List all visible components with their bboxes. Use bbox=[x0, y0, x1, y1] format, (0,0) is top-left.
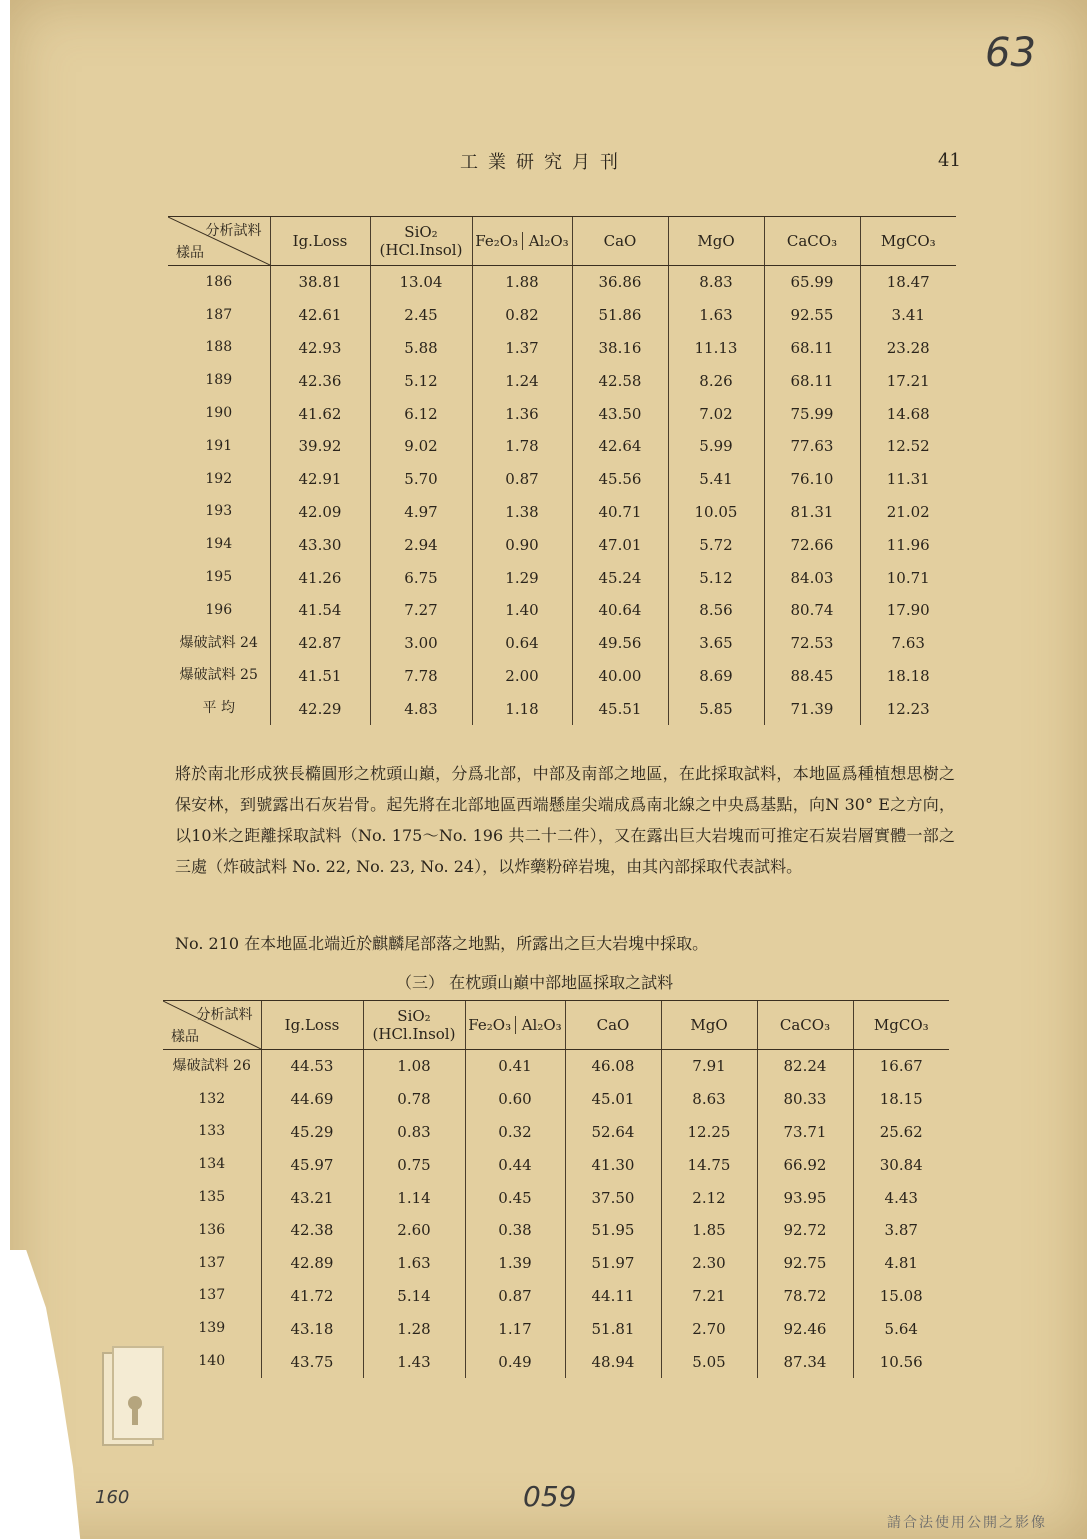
handwritten-bottom-center: 059 bbox=[523, 1480, 577, 1513]
value-cell: 45.56 bbox=[572, 463, 668, 496]
value-cell: 40.64 bbox=[572, 594, 668, 627]
value-cell: 45.24 bbox=[572, 561, 668, 594]
value-cell: 41.62 bbox=[270, 397, 370, 430]
value-cell: 42.89 bbox=[261, 1247, 363, 1280]
col-fe-al bbox=[472, 217, 572, 266]
value-cell: 5.41 bbox=[668, 463, 764, 496]
sample-id-cell: 134 bbox=[198, 1156, 226, 1173]
value-cell: 3.87 bbox=[853, 1214, 949, 1247]
value-cell: 40.00 bbox=[572, 660, 668, 693]
table-row bbox=[163, 1214, 949, 1247]
value-cell: 21.02 bbox=[860, 496, 956, 529]
table-row bbox=[168, 299, 956, 332]
value-cell: 80.74 bbox=[764, 594, 860, 627]
value-cell: 12.52 bbox=[860, 430, 956, 463]
table-row bbox=[168, 561, 956, 594]
col-mgo: MgO bbox=[668, 217, 764, 266]
value-cell: 7.63 bbox=[860, 627, 956, 660]
value-cell: 1.63 bbox=[363, 1247, 465, 1280]
value-cell: 11.96 bbox=[860, 528, 956, 561]
value-cell: 43.21 bbox=[261, 1181, 363, 1214]
value-cell: 41.54 bbox=[270, 594, 370, 627]
value-cell: 8.83 bbox=[668, 266, 764, 299]
corner-bottom-label: 樣品 bbox=[176, 245, 204, 261]
value-cell: 7.02 bbox=[668, 397, 764, 430]
table-header-row bbox=[163, 1001, 949, 1050]
value-cell: 5.70 bbox=[370, 463, 472, 496]
value-cell: 10.71 bbox=[860, 561, 956, 594]
table-row bbox=[163, 1083, 949, 1116]
value-cell: 4.97 bbox=[370, 496, 472, 529]
value-cell: 41.30 bbox=[565, 1148, 661, 1181]
analysis-table-2 bbox=[163, 1000, 949, 1378]
value-cell: 1.28 bbox=[363, 1312, 465, 1345]
value-cell: 1.39 bbox=[465, 1247, 565, 1280]
value-cell: 4.43 bbox=[853, 1181, 949, 1214]
value-cell: 92.55 bbox=[764, 299, 860, 332]
value-cell: 65.99 bbox=[764, 266, 860, 299]
value-cell: 23.28 bbox=[860, 332, 956, 365]
sample-id-cell: 137 bbox=[198, 1254, 226, 1271]
value-cell: 14.68 bbox=[860, 397, 956, 430]
table-row bbox=[168, 627, 956, 660]
table-header-row bbox=[168, 217, 956, 266]
value-cell: 3.65 bbox=[668, 627, 764, 660]
value-cell: 0.78 bbox=[363, 1083, 465, 1116]
value-cell: 44.69 bbox=[261, 1083, 363, 1116]
value-cell: 68.11 bbox=[764, 364, 860, 397]
value-cell: 3.00 bbox=[370, 627, 472, 660]
usage-watermark: 請合法使用公開之影像 bbox=[887, 1515, 1047, 1531]
value-cell: 49.56 bbox=[572, 627, 668, 660]
value-cell: 4.81 bbox=[853, 1247, 949, 1280]
value-cell: 43.30 bbox=[270, 528, 370, 561]
table-row bbox=[163, 1050, 949, 1083]
table-row bbox=[168, 397, 956, 430]
value-cell: 42.91 bbox=[270, 463, 370, 496]
value-cell: 51.86 bbox=[572, 299, 668, 332]
sample-id-cell: 爆破試料 26 bbox=[172, 1057, 251, 1074]
col-cao: CaO bbox=[565, 1001, 661, 1050]
value-cell: 45.01 bbox=[565, 1083, 661, 1116]
value-cell: 15.08 bbox=[853, 1280, 949, 1313]
value-cell: 1.29 bbox=[472, 561, 572, 594]
value-cell: 38.16 bbox=[572, 332, 668, 365]
value-cell: 44.53 bbox=[261, 1050, 363, 1083]
sample-id-cell: 190 bbox=[205, 405, 233, 422]
value-cell: 1.18 bbox=[472, 692, 572, 725]
value-cell: 1.36 bbox=[472, 397, 572, 430]
value-cell: 1.40 bbox=[472, 594, 572, 627]
value-cell: 8.63 bbox=[661, 1083, 757, 1116]
sample-id-cell: 194 bbox=[205, 536, 233, 553]
sample-id-cell: 187 bbox=[205, 306, 233, 323]
sample-id-cell: 196 bbox=[205, 601, 233, 618]
value-cell: 66.92 bbox=[757, 1148, 853, 1181]
col-cao: CaO bbox=[572, 217, 668, 266]
sample-id-cell: 133 bbox=[198, 1123, 226, 1140]
value-cell: 6.12 bbox=[370, 397, 472, 430]
value-cell: 0.49 bbox=[465, 1345, 565, 1378]
value-cell: 92.72 bbox=[757, 1214, 853, 1247]
value-cell: 92.75 bbox=[757, 1247, 853, 1280]
value-cell: 71.39 bbox=[764, 692, 860, 725]
table-row bbox=[163, 1247, 949, 1280]
value-cell: 42.58 bbox=[572, 364, 668, 397]
analysis-table-1 bbox=[168, 216, 956, 725]
value-cell: 17.90 bbox=[860, 594, 956, 627]
corner-header bbox=[168, 217, 270, 266]
value-cell: 0.32 bbox=[465, 1116, 565, 1149]
value-cell: 1.37 bbox=[472, 332, 572, 365]
value-cell: 1.08 bbox=[363, 1050, 465, 1083]
col-sio2 bbox=[363, 1001, 465, 1050]
value-cell: 5.88 bbox=[370, 332, 472, 365]
value-cell: 42.36 bbox=[270, 364, 370, 397]
value-cell: 41.26 bbox=[270, 561, 370, 594]
value-cell: 43.18 bbox=[261, 1312, 363, 1345]
page-number: 41 bbox=[938, 150, 961, 171]
table-row bbox=[163, 1148, 949, 1181]
value-cell: 42.61 bbox=[270, 299, 370, 332]
value-cell: 0.41 bbox=[465, 1050, 565, 1083]
value-cell: 1.14 bbox=[363, 1181, 465, 1214]
table-row bbox=[163, 1116, 949, 1149]
sample-id-cell: 186 bbox=[205, 273, 233, 290]
col-al2o3: Al₂O₃ bbox=[521, 1016, 562, 1034]
value-cell: 42.93 bbox=[270, 332, 370, 365]
value-cell: 39.92 bbox=[270, 430, 370, 463]
value-cell: 5.14 bbox=[363, 1280, 465, 1313]
value-cell: 1.17 bbox=[465, 1312, 565, 1345]
handwritten-page-mark: 63 bbox=[985, 30, 1036, 76]
col-sio2-label: SiO₂ bbox=[404, 223, 438, 241]
table-row bbox=[168, 594, 956, 627]
col-sio2-label: SiO₂ bbox=[397, 1007, 431, 1025]
value-cell: 16.67 bbox=[853, 1050, 949, 1083]
table-row bbox=[168, 430, 956, 463]
sample-id-cell: 137 bbox=[198, 1287, 226, 1304]
value-cell: 0.90 bbox=[472, 528, 572, 561]
value-cell: 75.99 bbox=[764, 397, 860, 430]
value-cell: 0.44 bbox=[465, 1148, 565, 1181]
sample-id-cell: 136 bbox=[198, 1221, 226, 1238]
value-cell: 43.75 bbox=[261, 1345, 363, 1378]
value-cell: 68.11 bbox=[764, 332, 860, 365]
value-cell: 0.75 bbox=[363, 1148, 465, 1181]
value-cell: 76.10 bbox=[764, 463, 860, 496]
sample-id-cell: 195 bbox=[205, 569, 233, 586]
value-cell: 45.29 bbox=[261, 1116, 363, 1149]
sample-id-cell: 132 bbox=[198, 1090, 226, 1107]
value-cell: 5.12 bbox=[370, 364, 472, 397]
value-cell: 88.45 bbox=[764, 660, 860, 693]
col-fe-al bbox=[465, 1001, 565, 1050]
value-cell: 2.00 bbox=[472, 660, 572, 693]
corner-header bbox=[163, 1001, 261, 1050]
col-mgco3: MgCO₃ bbox=[860, 217, 956, 266]
value-cell: 12.25 bbox=[661, 1116, 757, 1149]
value-cell: 12.23 bbox=[860, 692, 956, 725]
corner-bottom-label: 樣品 bbox=[171, 1029, 199, 1045]
value-cell: 78.72 bbox=[757, 1280, 853, 1313]
handwritten-bottom-left: 160 bbox=[95, 1487, 130, 1508]
value-cell: 82.24 bbox=[757, 1050, 853, 1083]
value-cell: 10.05 bbox=[668, 496, 764, 529]
value-cell: 0.83 bbox=[363, 1116, 465, 1149]
value-cell: 7.78 bbox=[370, 660, 472, 693]
value-cell: 5.85 bbox=[668, 692, 764, 725]
value-cell: 0.38 bbox=[465, 1214, 565, 1247]
col-sio2 bbox=[370, 217, 472, 266]
body-paragraph-1: 將於南北形成狹長橢圓形之枕頭山巔，分爲北部，中部及南部之地區，在此採取試料，本地區爲種植想思樹之保安林，到號露出石灰岩骨。起先將在北部地區西端懸崖尖端成爲南北線之中央爲基點，向N 30° E之方向，以10米之距離採取試料（No. 175～No. 196 共二十二件），又在露出巨大岩塊而可推定石炭岩層實體一部之三處（炸破試料 No. 22, No. 23, No. 24），以炸藥粉碎岩塊，由其內部採取代表試料。 bbox=[175, 764, 955, 876]
table-row bbox=[163, 1345, 949, 1378]
sample-id-cell: 193 bbox=[205, 503, 233, 520]
value-cell: 52.64 bbox=[565, 1116, 661, 1149]
torn-edge bbox=[10, 1250, 100, 1539]
value-cell: 6.75 bbox=[370, 561, 472, 594]
value-cell: 93.95 bbox=[757, 1181, 853, 1214]
value-cell: 9.02 bbox=[370, 430, 472, 463]
value-cell: 51.81 bbox=[565, 1312, 661, 1345]
value-cell: 44.11 bbox=[565, 1280, 661, 1313]
value-cell: 18.15 bbox=[853, 1083, 949, 1116]
table-row bbox=[168, 463, 956, 496]
value-cell: 37.50 bbox=[565, 1181, 661, 1214]
value-cell: 17.21 bbox=[860, 364, 956, 397]
sample-id-cell: 平 均 bbox=[202, 700, 235, 717]
table-row bbox=[168, 692, 956, 725]
col-fe2o3: Fe₂O₃ bbox=[475, 232, 523, 250]
value-cell: 41.51 bbox=[270, 660, 370, 693]
value-cell: 41.72 bbox=[261, 1280, 363, 1313]
value-cell: 46.08 bbox=[565, 1050, 661, 1083]
value-cell: 11.31 bbox=[860, 463, 956, 496]
table-row bbox=[168, 364, 956, 397]
table-row bbox=[163, 1181, 949, 1214]
value-cell: 42.09 bbox=[270, 496, 370, 529]
table-row bbox=[168, 266, 956, 299]
value-cell: 1.24 bbox=[472, 364, 572, 397]
value-cell: 1.43 bbox=[363, 1345, 465, 1378]
col-mgco3: MgCO₃ bbox=[853, 1001, 949, 1050]
table-row bbox=[168, 528, 956, 561]
value-cell: 7.27 bbox=[370, 594, 472, 627]
value-cell: 18.47 bbox=[860, 266, 956, 299]
value-cell: 1.63 bbox=[668, 299, 764, 332]
value-cell: 81.31 bbox=[764, 496, 860, 529]
value-cell: 5.64 bbox=[853, 1312, 949, 1345]
value-cell: 0.45 bbox=[465, 1181, 565, 1214]
value-cell: 92.46 bbox=[757, 1312, 853, 1345]
value-cell: 73.71 bbox=[757, 1116, 853, 1149]
value-cell: 72.66 bbox=[764, 528, 860, 561]
value-cell: 47.01 bbox=[572, 528, 668, 561]
value-cell: 30.84 bbox=[853, 1148, 949, 1181]
value-cell: 42.29 bbox=[270, 692, 370, 725]
sample-id-cell: 爆破試料 24 bbox=[179, 634, 258, 651]
value-cell: 1.78 bbox=[472, 430, 572, 463]
value-cell: 5.12 bbox=[668, 561, 764, 594]
value-cell: 36.86 bbox=[572, 266, 668, 299]
value-cell: 14.75 bbox=[661, 1148, 757, 1181]
value-cell: 2.94 bbox=[370, 528, 472, 561]
sample-id-cell: 191 bbox=[205, 437, 233, 454]
value-cell: 13.04 bbox=[370, 266, 472, 299]
body-paragraph-2: No. 210 在本地區北端近於麒麟尾部落之地點，所露出之巨大岩塊中採取。 bbox=[175, 934, 709, 953]
table-row bbox=[163, 1280, 949, 1313]
value-cell: 48.94 bbox=[565, 1345, 661, 1378]
value-cell: 80.33 bbox=[757, 1083, 853, 1116]
value-cell: 7.91 bbox=[661, 1050, 757, 1083]
col-fe2o3: Fe₂O₃ bbox=[468, 1016, 516, 1034]
value-cell: 2.12 bbox=[661, 1181, 757, 1214]
sample-id-cell: 192 bbox=[205, 470, 233, 487]
col-caco3: CaCO₃ bbox=[757, 1001, 853, 1050]
value-cell: 5.99 bbox=[668, 430, 764, 463]
value-cell: 8.26 bbox=[668, 364, 764, 397]
col-mgo: MgO bbox=[661, 1001, 757, 1050]
value-cell: 77.63 bbox=[764, 430, 860, 463]
value-cell: 5.72 bbox=[668, 528, 764, 561]
value-cell: 51.95 bbox=[565, 1214, 661, 1247]
value-cell: 0.82 bbox=[472, 299, 572, 332]
value-cell: 3.41 bbox=[860, 299, 956, 332]
value-cell: 87.34 bbox=[757, 1345, 853, 1378]
sample-id-cell: 135 bbox=[198, 1189, 226, 1206]
corner-top-label: 分析試料 bbox=[196, 1007, 253, 1023]
value-cell: 1.85 bbox=[661, 1214, 757, 1247]
value-cell: 2.45 bbox=[370, 299, 472, 332]
archive-logo-icon bbox=[95, 1345, 175, 1455]
sample-id-cell: 188 bbox=[205, 339, 233, 356]
sample-id-cell: 139 bbox=[198, 1320, 226, 1337]
value-cell: 18.18 bbox=[860, 660, 956, 693]
value-cell: 42.87 bbox=[270, 627, 370, 660]
sample-id-cell: 189 bbox=[205, 372, 233, 389]
table-row bbox=[163, 1312, 949, 1345]
corner-top-label: 分析試料 bbox=[205, 223, 262, 239]
value-cell: 7.21 bbox=[661, 1280, 757, 1313]
value-cell: 42.38 bbox=[261, 1214, 363, 1247]
value-cell: 8.56 bbox=[668, 594, 764, 627]
table-2-caption: （三） 在枕頭山巔中部地區採取之試料 bbox=[396, 973, 674, 992]
value-cell: 8.69 bbox=[668, 660, 764, 693]
value-cell: 51.97 bbox=[565, 1247, 661, 1280]
value-cell: 0.87 bbox=[472, 463, 572, 496]
table-row bbox=[168, 496, 956, 529]
value-cell: 11.13 bbox=[668, 332, 764, 365]
value-cell: 38.81 bbox=[270, 266, 370, 299]
value-cell: 4.83 bbox=[370, 692, 472, 725]
value-cell: 43.50 bbox=[572, 397, 668, 430]
table-row bbox=[168, 332, 956, 365]
journal-title: 工業研究月刊 bbox=[460, 152, 628, 173]
value-cell: 10.56 bbox=[853, 1345, 949, 1378]
col-caco3: CaCO₃ bbox=[764, 217, 860, 266]
col-ig-loss: Ig.Loss bbox=[261, 1001, 363, 1050]
value-cell: 25.62 bbox=[853, 1116, 949, 1149]
value-cell: 2.30 bbox=[661, 1247, 757, 1280]
value-cell: 72.53 bbox=[764, 627, 860, 660]
value-cell: 0.60 bbox=[465, 1083, 565, 1116]
value-cell: 0.64 bbox=[472, 627, 572, 660]
value-cell: 1.38 bbox=[472, 496, 572, 529]
col-al2o3: Al₂O₃ bbox=[528, 232, 569, 250]
value-cell: 84.03 bbox=[764, 561, 860, 594]
col-sio2-sub: (HCl.Insol) bbox=[379, 241, 463, 259]
value-cell: 2.60 bbox=[363, 1214, 465, 1247]
value-cell: 45.97 bbox=[261, 1148, 363, 1181]
value-cell: 2.70 bbox=[661, 1312, 757, 1345]
sample-id-cell: 140 bbox=[198, 1353, 226, 1370]
col-ig-loss: Ig.Loss bbox=[270, 217, 370, 266]
col-sio2-sub: (HCl.Insol) bbox=[372, 1025, 456, 1043]
sample-id-cell: 爆破試料 25 bbox=[179, 667, 258, 684]
value-cell: 1.88 bbox=[472, 266, 572, 299]
value-cell: 40.71 bbox=[572, 496, 668, 529]
table-row bbox=[168, 660, 956, 693]
value-cell: 5.05 bbox=[661, 1345, 757, 1378]
value-cell: 0.87 bbox=[465, 1280, 565, 1313]
value-cell: 45.51 bbox=[572, 692, 668, 725]
value-cell: 42.64 bbox=[572, 430, 668, 463]
